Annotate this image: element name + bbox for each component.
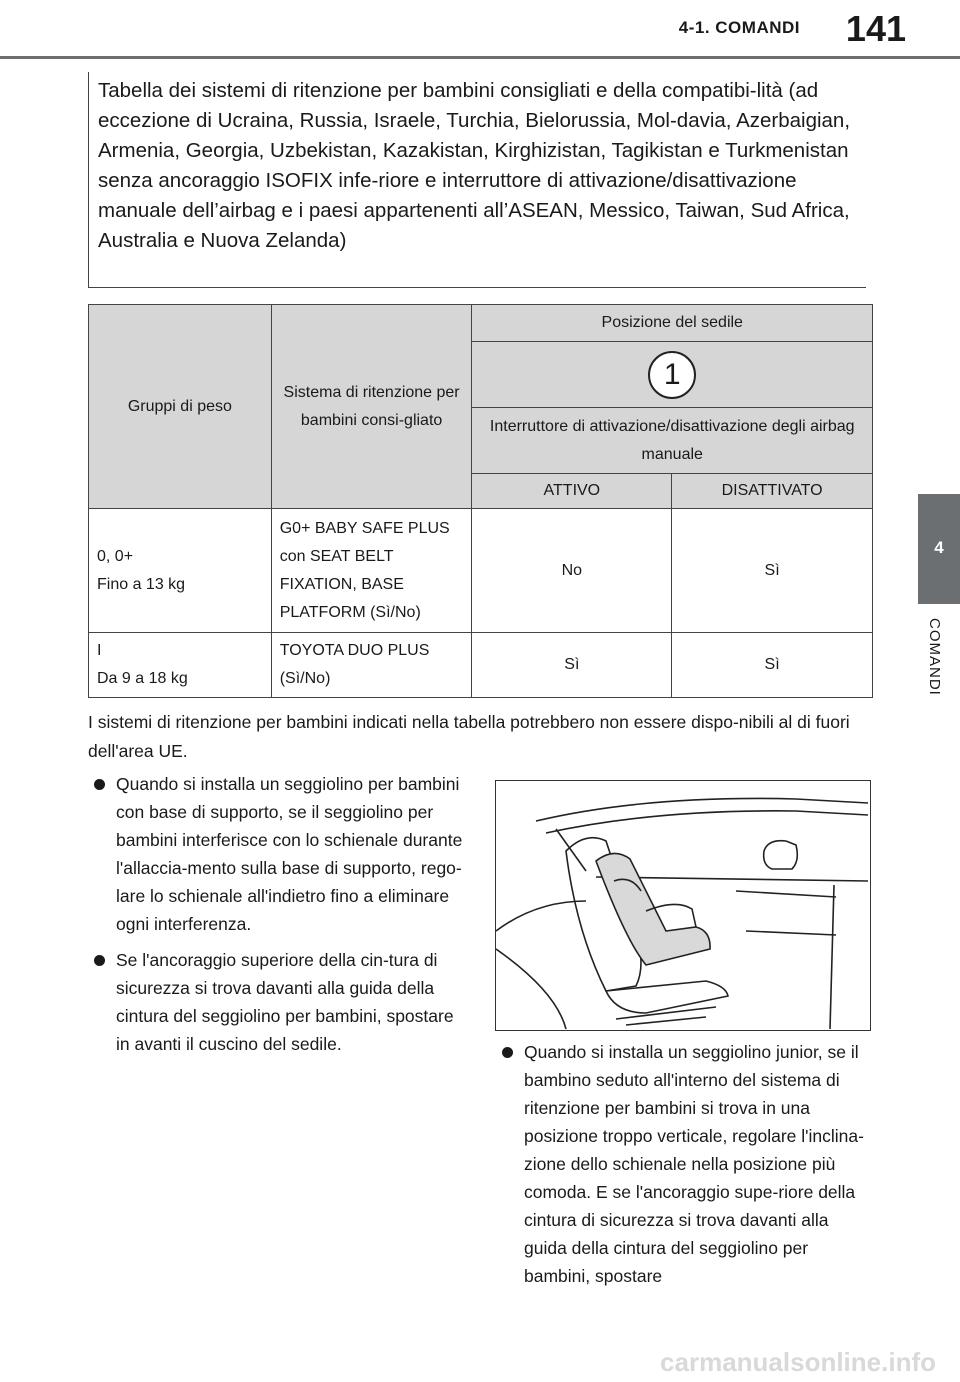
header-off: DISATTIVATO: [672, 474, 873, 509]
weight-range: Da 9 a 18 kg: [97, 670, 188, 687]
seat-number-circle: 1: [648, 351, 696, 399]
bullet-text: Quando si installa un seggiolino junior, se il bambino seduto all'interno del sistema di ritenzione per bambini si trova in una posizione troppo verticale, regolare l'inclina-zione dello schienale nella posizione più comoda. E se l'ancoraggio supe-riore della cintura di sicurezza si trova davanti alla guida della cintura del seggiolino per bambini, spostare: [524, 1042, 864, 1286]
page-number: 141: [845, 8, 906, 49]
weight-group-cell: [89, 509, 272, 633]
on-cell: Sì: [472, 633, 672, 698]
list-item: [92, 946, 464, 1058]
compatibility-table: [88, 304, 873, 698]
weight-group: I: [97, 642, 102, 659]
system-cell: G0+ BABY SAFE PLUS con SEAT BELT FIXATION, BASE PLATFORM (Sì/No): [271, 509, 472, 633]
table-row: [89, 509, 873, 633]
weight-group: 0, 0+: [97, 547, 134, 565]
bullet-icon: [502, 1047, 513, 1058]
child-seat-illustration: [495, 780, 871, 1031]
intro-box-border: [88, 72, 89, 288]
bullet-list-left: [92, 770, 464, 1066]
car-seat-icon: [496, 781, 870, 1030]
weight-range: Fino a 13 kg: [97, 575, 186, 593]
off-cell: Sì: [672, 633, 873, 698]
intro-box-text: Tabella dei sistemi di ritenzione per bambini consigliati e della compatibi-lità (ad eccezione di Ucraina, Russia, Israele, Turchia, Bielorussia, Mol-davia, Azerbaigian, Armenia, Georgia, Uzbekistan, Kazakistan, Kirghizistan, Tagikistan e Turkmenistan senza ancoraggio ISOFIX infe-riore e interruttore di attivazione/disattivazione manuale dell’airbag e i paesi appartenenti all’ASEAN, Messico, Taiwan, Sud Africa, Australia e Nuova Zelanda): [98, 79, 851, 252]
bullet-list-right: [500, 1038, 872, 1298]
list-item: [92, 770, 464, 938]
intro-box-underline: [88, 287, 866, 288]
system-cell: TOYOTA DUO PLUS (Sì/No): [271, 633, 472, 698]
on-cell: No: [472, 509, 672, 633]
weight-group-cell: [89, 633, 272, 698]
off-cell: Sì: [672, 509, 873, 633]
bullet-icon: [94, 779, 105, 790]
list-item: [500, 1038, 872, 1290]
table-row: [89, 633, 873, 698]
chapter-number: 4: [934, 538, 944, 557]
chapter-label: COMANDI: [926, 618, 943, 696]
header-divider: [0, 56, 960, 59]
watermark: carmanualsonline.info: [660, 1347, 936, 1377]
header-on: ATTIVO: [472, 474, 672, 509]
bullet-text: Se l'ancoraggio superiore della cin-tura di sicurezza si trova davanti alla guida della cintura del seggiolino per bambini, spostare in avanti il cuscino del sedile.: [116, 950, 454, 1054]
bullet-icon: [94, 955, 105, 966]
header-seat-position: Posizione del sedile: [472, 305, 873, 342]
bullet-text: Quando si installa un seggiolino per bambini con base di supporto, se il seggiolino per bambini interferisce con lo schienale durante l'allaccia-mento sulla base di supporto, rego-lare lo schienale all'indietro fino a eliminare ogni interferenza.: [116, 774, 463, 934]
chapter-tab[interactable]: [918, 494, 960, 604]
header-airbag-switch: Interruttore di attivazione/disattivazione degli airbag manuale: [472, 408, 873, 474]
header-weight-groups: Gruppi di peso: [89, 305, 272, 509]
header-restraint-system: Sistema di ritenzione per bambini consi-gliato: [271, 305, 472, 509]
availability-note: I sistemi di ritenzione per bambini indicati nella tabella potrebbero non essere dispo-nibili al di fuori dell'area UE.: [88, 712, 850, 761]
section-title: 4-1. COMANDI: [678, 18, 800, 37]
seat-number-cell: [472, 342, 873, 408]
